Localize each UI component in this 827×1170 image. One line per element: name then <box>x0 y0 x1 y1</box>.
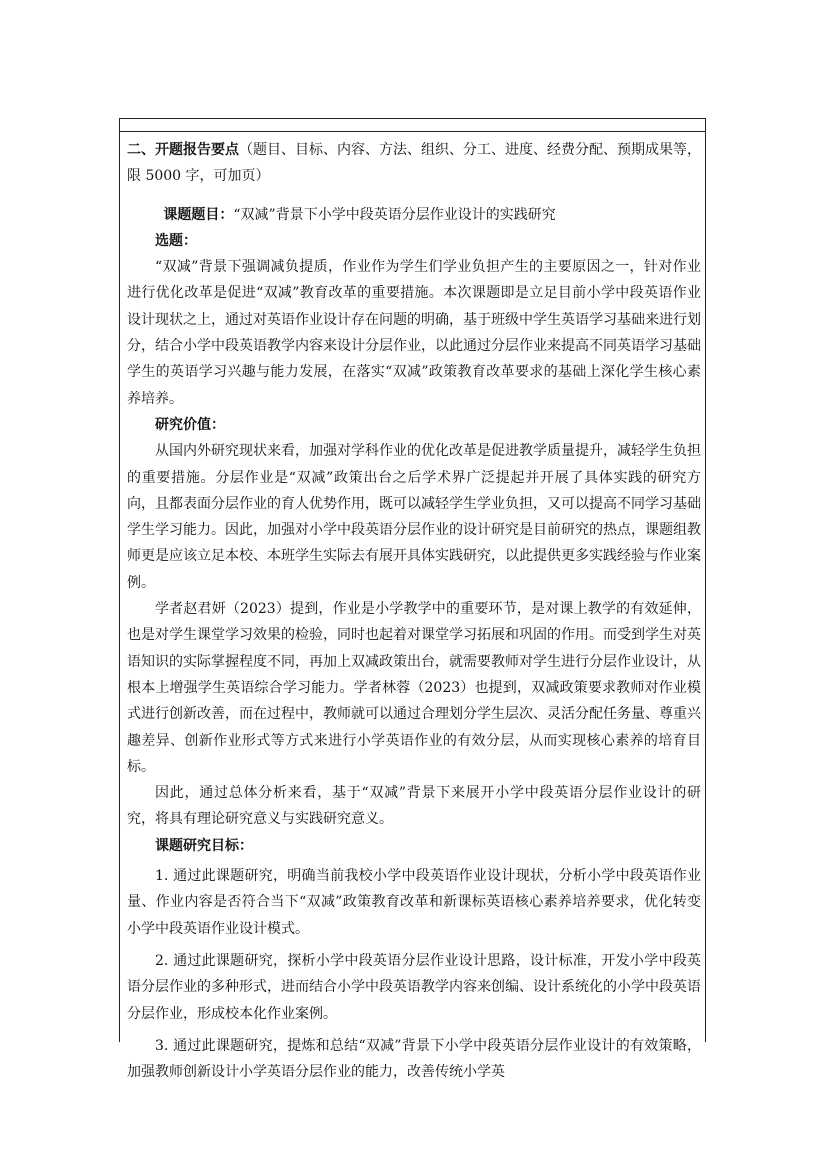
section-header <box>127 137 701 190</box>
topic-line <box>127 202 701 228</box>
value-heading: 研究价值： <box>155 416 225 433</box>
topic-label: 课题题目： <box>163 206 234 223</box>
goal-item-2: 2. 通过此课题研究，探析小学中段英语分层作业设计思路，设计标准，开发小学中段英语分层作业的多种形式，进而结合小学中段英语教学内容来创编、设计系统化的小学中段英语分层作业，形成校本化作业案例。 <box>127 952 701 1022</box>
report-table-cell <box>119 118 706 1081</box>
section-header-title: 二、开题报告要点 <box>127 142 239 158</box>
value-paragraph-2: 学者赵君妍（2023）提到，作业是小学教学中的重要环节，是对课上教学的有效延伸，也是对学生课堂学习效果的检验，同时也起着对课堂学习拓展和巩固的作用。而受到学生对英语知识的实际掌握程度不同，再加上双减政策出台，就需要教师对学生进行分层作业设计，从根本上增强学生英语综合学习能力。学者林蓉（2023）也提到，双减政策要求教师对作业模式进行创新改善，而在过程中，教师就可以通过合理划分学生层次、灵活分配任务量、尊重兴趣差异、创新作业形式等方式来进行小学英语作业的有效分层，从而实现核心素养的培育目标。 <box>127 601 701 775</box>
section-header-note: （题目、目标、内容、方法、组织、分工、进度、经费分配、预期成果等，限 5000 字，可加页） <box>127 142 701 185</box>
value-paragraph-1: 从国内外研究现状来看，加强对学科作业的优化改革是促进教学质量提升，减轻学生负担的重要措施。分层作业是“双减”政策出台之后学术界广泛提起并开展了具体实践的研究方向，且都表面分层作业的育人优势作用，既可以减轻学生学业负担，又可以提高不同学习基础学生学习能力。因此，加强对小学中段英语分层作业的设计研究是目前研究的热点，课题组教师更是应该立足本校、本班学生实际去有展开具体实践研究，以此提供更多实践经验与作业案例。 <box>127 443 701 591</box>
goals-heading: 课题研究目标： <box>155 837 253 854</box>
cell-content <box>127 137 701 1085</box>
goal-item-3: 3. 通过此课题研究，提炼和总结“双减”背景下小学中段英语分层作业设计的有效策略，加强教师创新设计小学英语分层作业的能力，改善传统小学英 <box>127 1037 701 1081</box>
selection-heading: 选题： <box>155 232 197 249</box>
topic-text: “双减”背景下小学中段英语分层作业设计的实践研究 <box>233 206 556 223</box>
goal-item-1: 1. 通过此课题研究，明确当前我校小学中段英语作业设计现状，分析小学中段英语作业量、作业内容是否符合当下“双减”政策教育改革和新课标英语核心素养培养要求，优化转变小学中段英语作业设计模式。 <box>127 868 701 937</box>
value-paragraph-3: 因此，通过总体分析来看，基于“双减”背景下来展开小学中段英语分层作业设计的研究，将具有理论研究意义与实践研究意义。 <box>127 785 701 828</box>
selection-paragraph: “双减”背景下强调减负提质，作业作为学生们学业负担产生的主要原因之一，针对作业进行优化改革是促进“双减”教育改革的重要措施。本次课题即是立足目前小学中段英语作业设计现状之上，通过对英语作业设计存在问题的明确，基于班级中学生英语学习基础来进行划分，结合小学中段英语教学内容来设计分层作业，以此通过分层作业来提高不同英语学习基础学生的英语学习兴趣与能力发展，在落实“双减”政策教育改革要求的基础上深化学生核心素养培养。 <box>127 259 701 407</box>
